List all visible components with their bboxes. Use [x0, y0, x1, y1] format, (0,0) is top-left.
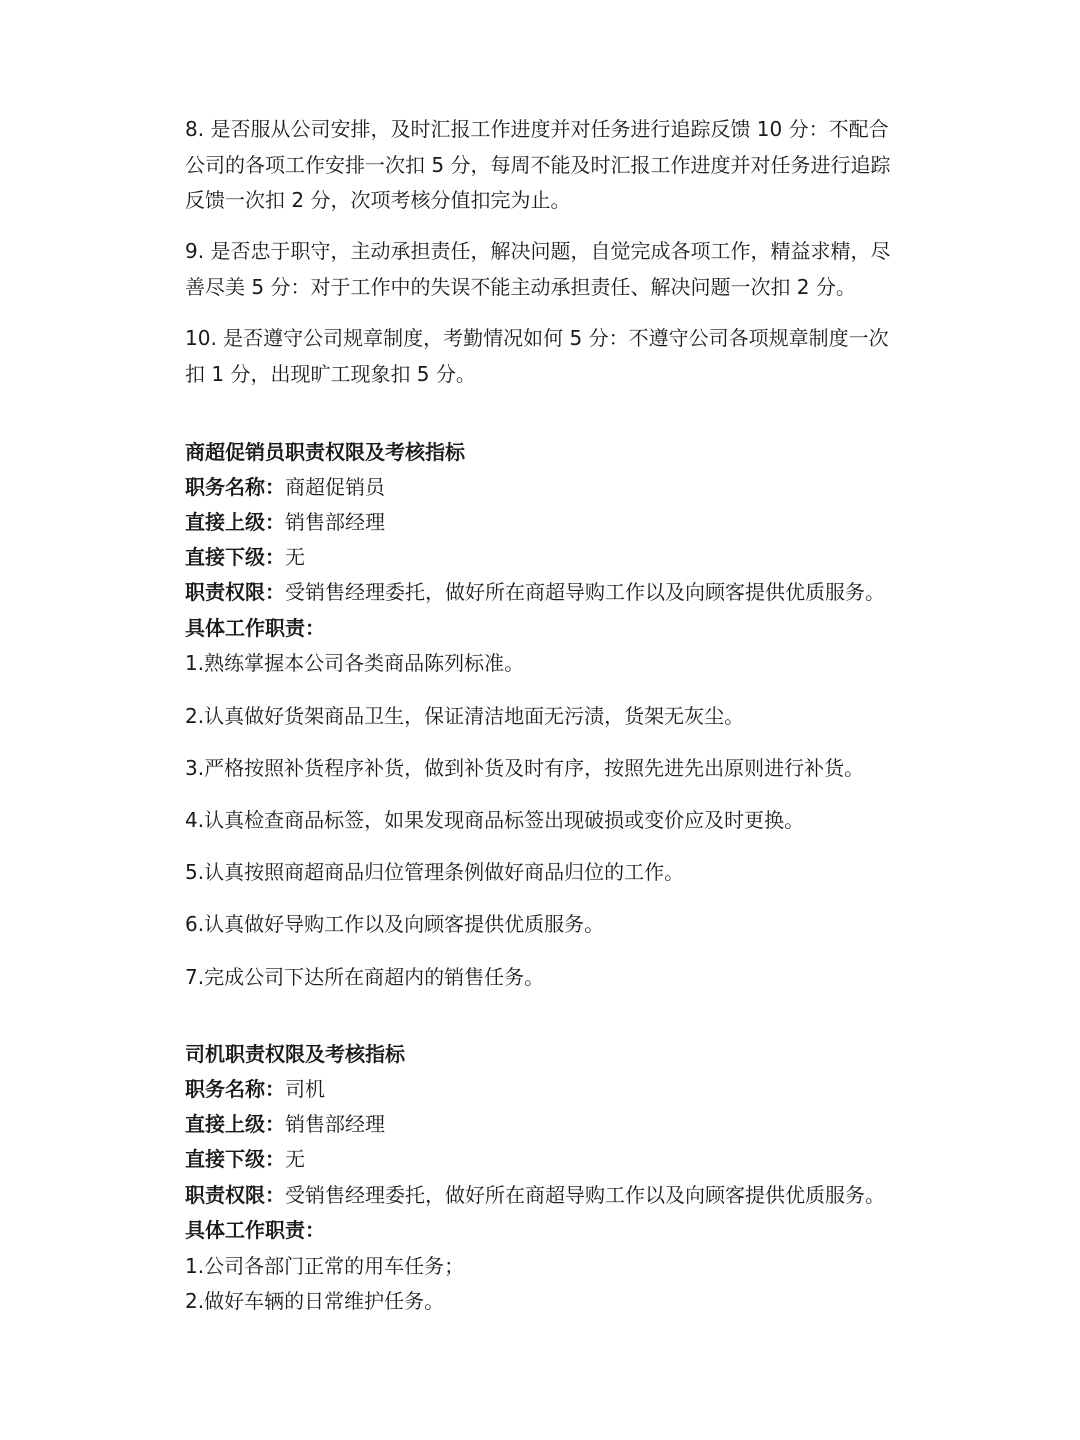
promoter-duty-item: 2.认真做好货架商品卫生，保证清洁地面无污渍，货架无灰尘。 — [185, 704, 745, 728]
authority-label: 职责权限： — [185, 1183, 285, 1207]
driver-duty-item: 2.做好车辆的日常维护任务。 — [185, 1289, 445, 1313]
authority-value: 受销售经理委托，做好所在商超导购工作以及向顾客提供优质服务。 — [285, 580, 885, 604]
driver-section-heading: 司机职责权限及考核指标 — [185, 1042, 405, 1066]
promoter-duty-item: 3.严格按照补货程序补货，做到补货及时有序，按照先进先出原则进行补货。 — [185, 756, 865, 780]
driver-authority — [185, 1180, 945, 1210]
promoter-authority — [185, 577, 945, 607]
driver-superior — [185, 1109, 945, 1139]
driver-subordinate — [185, 1144, 945, 1174]
promoter-section-heading: 商超促销员职责权限及考核指标 — [185, 440, 465, 464]
job-title-value: 商超促销员 — [285, 475, 385, 499]
superior-label: 直接上级： — [185, 1112, 285, 1136]
job-title-label: 职务名称： — [185, 475, 285, 499]
subordinate-label: 直接下级： — [185, 545, 285, 569]
evaluation-item-9: 9. 是否忠于职守，主动承担责任，解决问题，自觉完成各项工作，精益求精，尽善尽美 5 分：对于工作中的失误不能主动承担责任、解决问题一次扣 2 分。 — [185, 239, 891, 299]
promoter-subordinate — [185, 542, 945, 572]
superior-label: 直接上级： — [185, 510, 285, 534]
promoter-duty-item: 6.认真做好导购工作以及向顾客提供优质服务。 — [185, 912, 605, 936]
promoter-superior — [185, 507, 945, 537]
superior-value: 销售部经理 — [285, 1112, 385, 1136]
subordinate-value: 无 — [285, 545, 305, 569]
driver-job-title — [185, 1074, 945, 1104]
evaluation-item-8: 8. 是否服从公司安排，及时汇报工作进度并对任务进行追踪反馈 10 分：不配合公司的各项工作安排一次扣 5 分，每周不能及时汇报工作进度并对任务进行追踪反馈一次扣 2 分，次项考核分值扣完为止。 — [185, 117, 891, 212]
authority-label: 职责权限： — [185, 580, 285, 604]
superior-value: 销售部经理 — [285, 510, 385, 534]
promoter-job-title — [185, 472, 945, 502]
promoter-duty-item: 4.认真检查商品标签，如果发现商品标签出现破损或变价应及时更换。 — [185, 808, 805, 832]
promoter-duty-item: 5.认真按照商超商品归位管理条例做好商品归位的工作。 — [185, 860, 685, 884]
subordinate-value: 无 — [285, 1147, 305, 1171]
promoter-duty-item: 7.完成公司下达所在商超内的销售任务。 — [185, 965, 545, 989]
evaluation-item-10: 10. 是否遵守公司规章制度，考勤情况如何 5 分：不遵守公司各项规章制度一次扣 1 分，出现旷工现象扣 5 分。 — [185, 326, 889, 386]
job-title-label: 职务名称： — [185, 1077, 285, 1101]
promoter-duty-item: 1.熟练掌握本公司各类商品陈列标准。 — [185, 651, 525, 675]
promoter-duties-label: 具体工作职责： — [185, 616, 325, 640]
authority-value: 受销售经理委托，做好所在商超导购工作以及向顾客提供优质服务。 — [285, 1183, 885, 1207]
job-title-value: 司机 — [285, 1077, 325, 1101]
driver-duties-label: 具体工作职责： — [185, 1218, 325, 1242]
driver-duty-item: 1.公司各部门正常的用车任务； — [185, 1254, 465, 1278]
subordinate-label: 直接下级： — [185, 1147, 285, 1171]
